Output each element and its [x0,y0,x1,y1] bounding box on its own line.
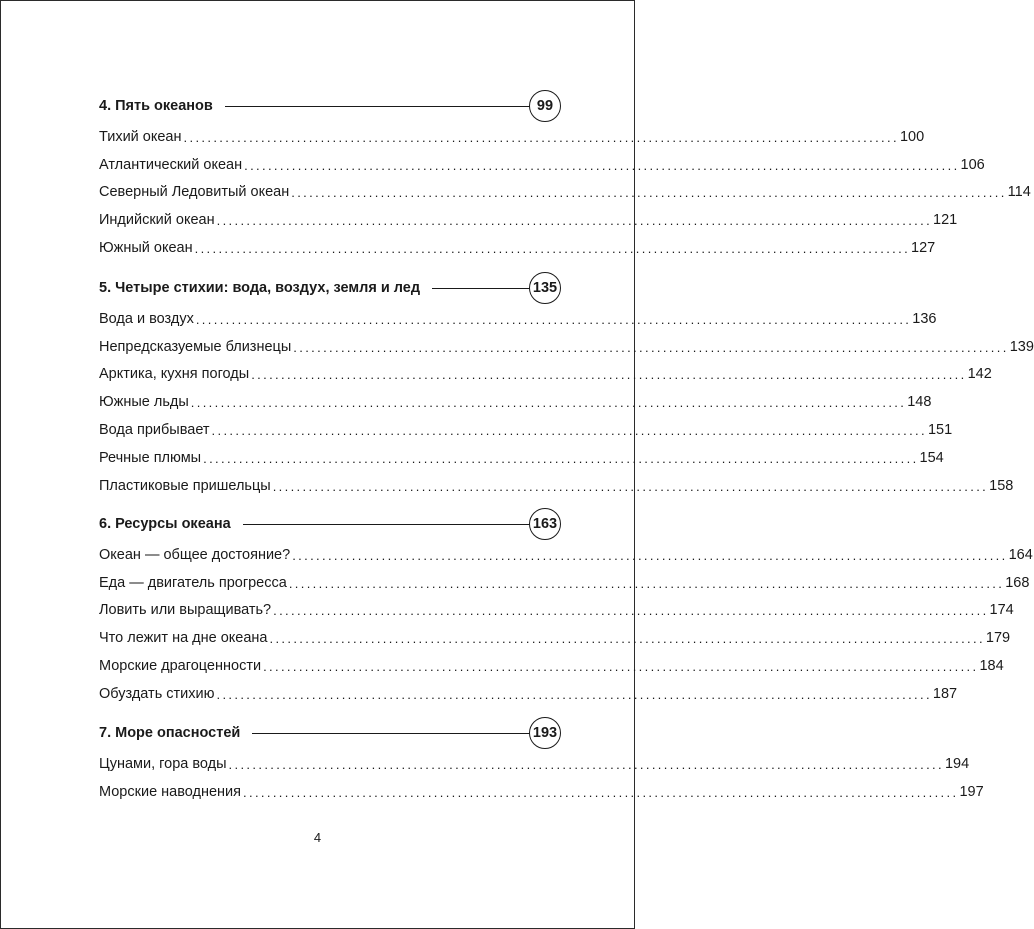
toc-entry[interactable] [99,361,992,389]
dot-leader: ........................................................................................................................ [263,659,979,675]
entry-title: Речные плюмы [99,449,202,466]
dot-leader: ........................................................................................................................ [194,241,911,257]
toc-entry[interactable] [99,234,936,262]
toc-entry[interactable] [99,416,953,444]
entry-title: Что лежит на дне океана [99,630,268,647]
chapter-title: 7. Море опасностей [99,725,241,741]
entry-page: 187 [932,685,958,702]
toc-entry[interactable] [99,388,932,416]
dot-leader: ........................................................................................................................ [211,423,927,439]
dot-leader: ........................................................................................................................ [272,478,989,494]
entry-page: 174 [989,602,1014,619]
chapter-title: 5. Четыре стихии: вода, воздух, земля и лед [99,280,421,296]
entry-page: 148 [907,394,932,411]
entry-title: Непредсказуемые близнецы [99,338,292,355]
entry-page: 154 [919,449,944,466]
entry-page: 106 [960,156,985,173]
toc-entry[interactable] [99,652,1004,680]
dot-leader: ........................................................................................................................ [292,547,1008,563]
entry-title: Южные льды [99,394,189,411]
toc-entry[interactable] [99,333,1034,361]
chapter-heading[interactable] [99,89,559,123]
dot-leader: ........................................................................................................................ [293,339,1009,355]
toc-entry[interactable] [99,444,944,472]
dot-leader: ........................................................................................................................ [291,185,1007,201]
dot-leader: ........................................................................................................................ [269,631,985,647]
page-number: 4 [313,830,322,845]
dot-leader: ........................................................................................................................ [243,784,959,800]
toc-entry[interactable] [99,305,937,333]
chapter-heading[interactable] [99,716,559,750]
toc-entry[interactable] [99,597,1014,625]
chapter-rule [432,288,531,289]
chapter-page-circle: 135 [529,272,561,304]
toc-entry[interactable] [99,151,985,179]
toc-section-7 [99,716,984,806]
dot-leader: ........................................................................................................................ [195,311,912,327]
toc-entry[interactable] [99,569,1030,597]
toc-entry[interactable] [99,472,1014,500]
chapter-page-circle: 193 [529,717,561,749]
entry-title: Вода и воздух [99,310,194,327]
toc-section-5 [99,271,1034,500]
chapter-rule [252,733,531,734]
entry-title: Океан — общее достояние? [99,546,291,563]
toc-section-4 [99,89,1031,262]
dot-leader: ........................................................................................................................ [228,756,944,772]
entry-page: 197 [959,783,984,800]
entry-title: Морские драгоценности [99,658,262,675]
dot-leader: ........................................................................................................................ [216,686,932,702]
toc-entry[interactable] [99,541,1033,569]
entry-title: Вода прибывает [99,422,210,439]
entry-title: Пластиковые пришельцы [99,477,271,494]
entry-title: Арктика, кухня погоды [99,366,250,383]
dot-leader: ........................................................................................................................ [203,450,919,466]
dot-leader: ........................................................................................................................ [273,603,989,619]
entry-page: 151 [927,422,953,439]
dot-leader: ........................................................................................................................ [183,129,899,145]
entry-page: 142 [967,366,992,383]
chapter-rule [243,524,531,525]
toc-entry[interactable] [99,624,1011,652]
entry-title: Морские наводнения [99,783,242,800]
entry-page: 100 [899,128,925,145]
entry-title: Индийский океан [99,212,215,229]
entry-page: 136 [912,310,937,327]
entry-title: Атлантический океан [99,156,243,173]
entry-page: 184 [979,658,1004,675]
dot-leader: ........................................................................................................................ [216,213,933,229]
entry-title: Южный океан [99,240,193,257]
entry-page: 168 [1005,574,1030,591]
entry-page: 114 [1007,184,1031,201]
toc-entry[interactable] [99,179,1031,207]
entry-page: 139 [1009,338,1034,355]
entry-page: 121 [933,212,958,229]
entry-title: Обуздать стихию [99,685,215,702]
chapter-heading[interactable] [99,271,559,305]
entry-page: 194 [944,755,970,772]
entry-title: Цунами, гора воды [99,755,227,772]
dot-leader: ........................................................................................................................ [244,157,960,173]
toc-entry[interactable] [99,750,970,778]
toc-entry[interactable] [99,123,925,151]
toc-entry[interactable] [99,778,984,806]
entry-title: Еда — двигатель прогресса [99,574,287,591]
entry-page: 164 [1008,546,1033,563]
chapter-title: 6. Ресурсы океана [99,516,231,532]
chapter-heading[interactable] [99,507,559,541]
toc-entry[interactable] [99,206,958,234]
chapter-title: 4. Пять океанов [99,98,213,114]
entry-page: 179 [985,630,1011,647]
dot-leader: ........................................................................................................................ [190,395,907,411]
toc-section-6 [99,507,1033,708]
entry-page: 158 [989,477,1014,494]
chapter-rule [225,106,531,107]
chapter-page-circle: 99 [529,90,561,122]
chapter-page-circle: 163 [529,508,561,540]
entry-title: Северный Ледовитый океан [99,184,290,201]
toc-entry[interactable] [99,680,958,708]
dot-leader: ........................................................................................................................ [251,367,967,383]
entry-title: Ловить или выращивать? [99,602,272,619]
entry-page: 127 [911,240,936,257]
entry-title: Тихий океан [99,128,182,145]
dot-leader: ........................................................................................................................ [288,575,1005,591]
